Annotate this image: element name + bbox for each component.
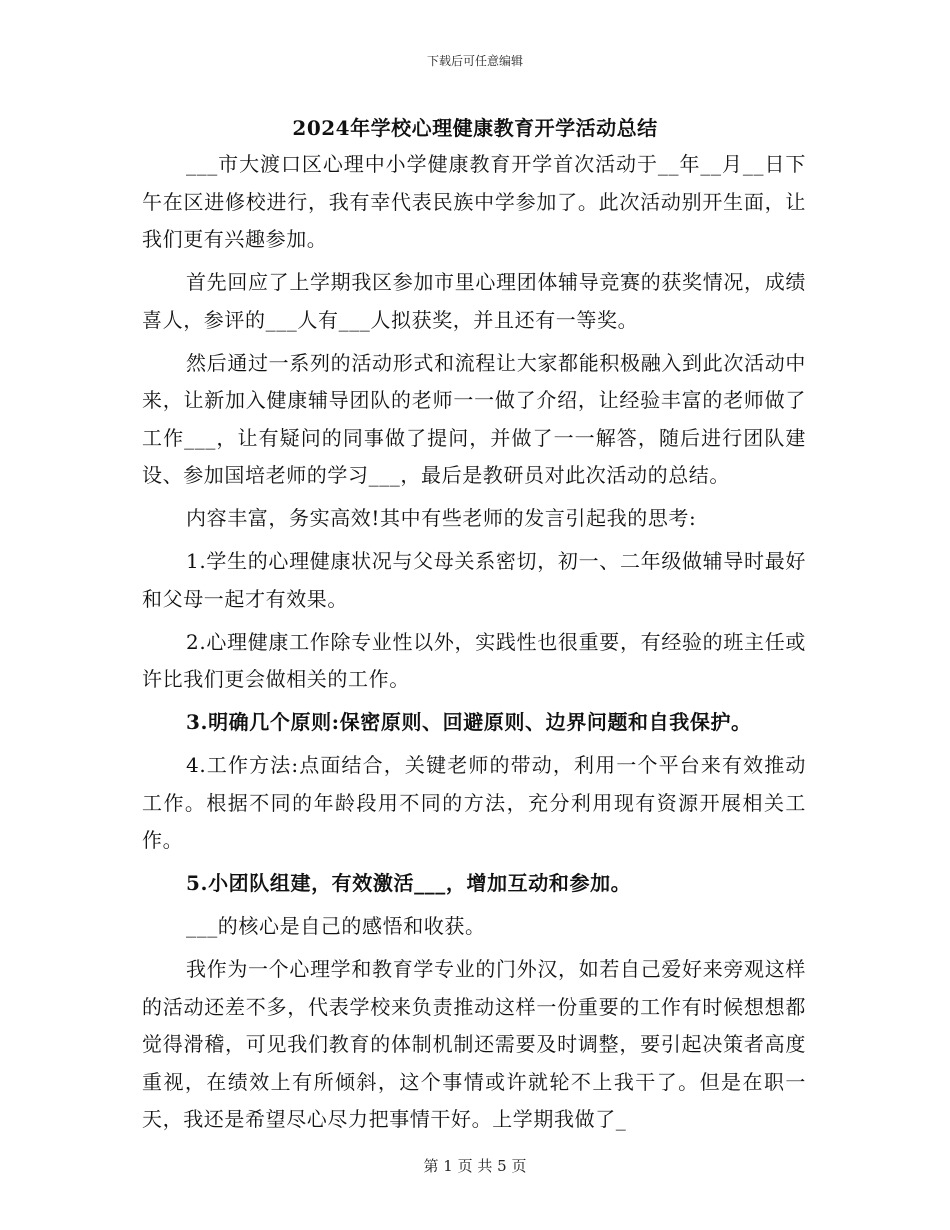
list-item-point-1: 1.学生的心理健康状况与父母关系密切，初一、二年级做辅导时最好和父母一起才有效果。 <box>142 549 806 611</box>
page-header-note: 下载后可任意编辑 <box>426 54 523 68</box>
list-item-point-5: 5.小团队组建，有效激活___，增加互动和参加。 <box>186 871 632 895</box>
document-title: 2024年学校心理健康教育开学活动总结 <box>292 116 658 140</box>
list-item-point-4: 4.工作方法:点面结合，关键老师的带动，利用一个平台来有效推动工作。根据不同的年龄段用不同的方法，充分利用现有资源开展相关工作。 <box>142 753 806 852</box>
paragraph-personal: 我作为一个心理学和教育学专业的门外汉，如若自己爱好来旁观这样的活动还差不多，代表学校来负责推动这样一份重要的工作有时候想想都觉得滑稽，可见我们教育的体制机制还需要及时调整，要引起决策者高度重视，在绩效上有所倾斜，这个事情或许就轮不上我干了。但是在职一天，我还是希望尽心尽力把事情干好。上学期我做了_ <box>142 957 806 1131</box>
list-item-point-3: 3.明确几个原则:保密原则、回避原则、边界问题和自我保护。 <box>186 710 752 734</box>
paragraph-awards: 首先回应了上学期我区参加市里心理团体辅导竞赛的获奖情况，成绩喜人，参评的___人有___人拟获奖，并且还有一等奖。 <box>142 270 806 332</box>
paragraph-activities: 然后通过一系列的活动形式和流程让大家都能积极融入到此次活动中来，让新加入健康辅导团队的老师一一做了介绍，让经验丰富的老师做了工作___，让有疑问的同事做了提问，并做了一一解答，随后进行团队建设、参加国培老师的学习___，最后是教研员对此次活动的总结。 <box>142 350 806 487</box>
list-item-point-2: 2.心理健康工作除专业性以外，实践性也很重要，有经验的班主任或许比我们更会做相关的工作。 <box>142 629 806 691</box>
document-body <box>142 146 806 1144</box>
paragraph-intro: ___市大渡口区心理中小学健康教育开学首次活动于__年__月__日下午在区进修校进行，我有幸代表民族中学参加了。此次活动别开生面，让我们更有兴趣参加。 <box>142 152 806 251</box>
paragraph-core: ___的核心是自己的感悟和收获。 <box>186 914 486 938</box>
paragraph-reflection-intro: 内容丰富，务实高效!其中有些老师的发言引起我的思考: <box>186 506 697 530</box>
page-number: 第 1 页 共 5 页 <box>423 1157 527 1175</box>
